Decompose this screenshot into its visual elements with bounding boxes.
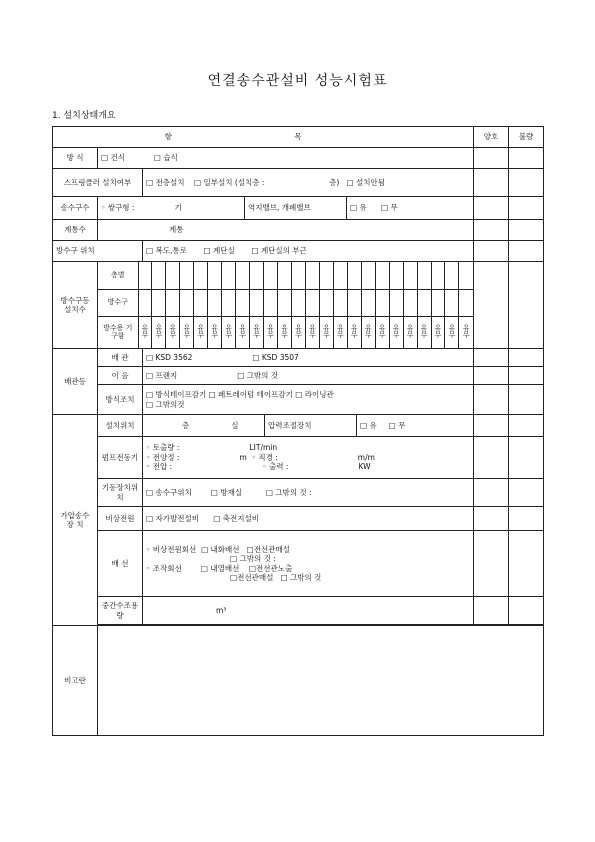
floor-cell[interactable]	[319, 262, 333, 289]
hose-cabinet-cell[interactable]: 유 무	[417, 316, 431, 348]
hose-cabinet-cell[interactable]: 유 무	[361, 316, 375, 348]
hose-cabinet-cell[interactable]: 유 무	[208, 316, 222, 348]
inlet-content: ◦ 쌍구형 : 기 역지밸브, 개폐밸브 □ 유 □ 무	[98, 197, 474, 220]
hose-cabinet-cell[interactable]: 유 무	[291, 316, 305, 348]
checkbox-wet[interactable]: □ 습식	[153, 153, 178, 163]
hose-cabinet-cell[interactable]: 유 무	[431, 316, 445, 348]
floor-cell[interactable]	[389, 262, 403, 289]
outlet-cell[interactable]	[250, 289, 264, 316]
checkbox-not-installed[interactable]: □ 설치안됨	[346, 177, 385, 187]
hose-cabinet-cell[interactable]: 유 무	[166, 316, 180, 348]
joint-label: 이 음	[98, 367, 143, 385]
hose-cabinet-cell[interactable]: 유 무	[264, 316, 278, 348]
hose-cabinet-cell[interactable]: 유 무	[375, 316, 389, 348]
checkbox-valve-no[interactable]: □ 무	[381, 203, 398, 213]
floor-cell[interactable]	[305, 262, 319, 289]
floor-cell[interactable]	[138, 262, 152, 289]
outlet-cell[interactable]	[389, 289, 403, 316]
hose-cabinet-cell[interactable]: 유 무	[222, 316, 236, 348]
hose-cabinet-cell[interactable]: 유 무	[194, 316, 208, 348]
floor-cell[interactable]	[417, 262, 431, 289]
floor-cell[interactable]	[459, 262, 473, 289]
floor-cell[interactable]	[403, 262, 417, 289]
wiring-options: ◦ 비상전원회선 □ 내화배선 □전선관매설 □ 그밖의 것 : ◦ 조작회선 □ 내열배선 □전선관노출 □전선관매설 □ 그밖의 것	[143, 531, 474, 597]
sprinkler-options: □ 전층설치 □ 일부설치 (설치층 : 층) □ 설치안됨	[143, 169, 474, 197]
floor-cell[interactable]	[375, 262, 389, 289]
checkbox-stairwell[interactable]: □ 계단실	[203, 246, 235, 256]
floor-cell[interactable]	[278, 262, 292, 289]
outlet-cell[interactable]	[208, 289, 222, 316]
emergency-power-label: 비상전원	[98, 507, 143, 531]
floor-cell[interactable]	[194, 262, 208, 289]
checkbox-corridor[interactable]: □ 복도,통로	[146, 246, 187, 256]
outlet-cell[interactable]	[375, 289, 389, 316]
outlet-cell[interactable]	[236, 289, 250, 316]
hose-cabinet-cell[interactable]: 유 무	[347, 316, 361, 348]
wiring-label: 배 선	[98, 531, 143, 597]
checkbox-all-floors[interactable]: □ 전층설치	[146, 177, 185, 187]
checkbox-pressure-yes[interactable]: □ 유	[360, 420, 377, 430]
outlet-cell[interactable]	[138, 289, 152, 316]
piping-label: 배관등	[53, 349, 98, 415]
outlet-count-label: 방수구등 설치수	[53, 262, 98, 349]
outlet-cell[interactable]	[403, 289, 417, 316]
outlet-position-label: 방수구 위치	[53, 241, 143, 262]
pump-specs: ◦ 토출량 : LIT/min ◦ 전양정 : m ◦ 직경 : m/m ◦ 전압 : ◦ 출력 : KW	[143, 437, 474, 479]
hose-cabinet-cell[interactable]: 유 무	[319, 316, 333, 348]
hose-cabinet-cell[interactable]: 유 무	[403, 316, 417, 348]
floor-cell[interactable]	[180, 262, 194, 289]
checkbox-generator[interactable]: □ 자가발전설비	[146, 513, 199, 523]
hose-cabinet-cell[interactable]: 유 무	[389, 316, 403, 348]
page-title: 연결송수관설비 성능시험표	[207, 73, 388, 89]
section-heading: 1. 설치상태개요	[52, 111, 116, 121]
outlet-cell[interactable]	[361, 289, 375, 316]
hose-cabinet-cell[interactable]: 유 무	[152, 316, 166, 348]
hose-cabinet-cell[interactable]: 유 무	[333, 316, 347, 348]
checkbox-start-inlet[interactable]: □ 송수구위치	[146, 487, 192, 497]
floor-cell[interactable]	[250, 262, 264, 289]
inspection-table: 항 목 양호 불량 방 식 □ 건식 □ 습식 스프링클러 설치여부 □ 전층설치 □ 일부설치 (설치층 : 층) □ 설치안됨 송수구수 ◦ 쌍구형 : 기 역지밸브, 개폐밸브 □ 유 □ 무 계통수 계통 방수구 위치 □ 복도,통로 □ 계단실 □ 계단실의 부근 방수구등 설치수 층별 방수구 방수용 기구함 유 무 유 무 유 무 유 무 유 무 유 무 유 무 유 무 유 무 유 무 유 무 유 무 유 무 유 무 유 무 유 무 유 무 유 무 유 무 유 무 유 무 유 무 유 무 유 무 배관등 배 관 □ KSD 3562 □ KSD 3507 이 음 □ 프랜지 □ 그밖의 것 방식조치 □ 방식테이프감기 □ 페트레이텀 테이프감기 □ 라이닝관 □ 그밖의것 가압송수 장 치 설치위치 층 실 압력조절장치 □ 유 □ 무 펌프전동기 ◦ 토출량 : LIT/min ◦ 전양정 : m ◦ 직경 : m/m ◦ 전압 : ◦ 출력 : KW 기동장치위치 □ 송수구위치 □ 방재실 □ 그밖의 것 : 비상전원 □ 자가발전설비 □ 축전지설비 배 선 ◦ 비상전원회선 □ 내화배선 □전선관매설 □ 그밖의 것 : ◦ 조작회선 □ 내열배선 □전선관노출 □전선관매설 □ 그밖의 것 중간수조용량 m³ 비고란	[52, 126, 544, 736]
header-item: 항 목	[53, 127, 474, 148]
outlet-cell[interactable]	[222, 289, 236, 316]
outlet-cell[interactable]	[166, 289, 180, 316]
hose-cabinet-cell[interactable]: 유 무	[180, 316, 194, 348]
outlet-cell[interactable]	[417, 289, 431, 316]
checkbox-start-other[interactable]: □ 그밖의 것 :	[265, 487, 312, 497]
outlet-cell[interactable]	[152, 289, 166, 316]
floor-cell[interactable]	[222, 262, 236, 289]
system-label: 계통수	[53, 220, 98, 241]
hose-cabinet-cell[interactable]: 유 무	[459, 316, 473, 348]
anticorrosion-label: 방식조치	[98, 385, 143, 415]
outlet-cell[interactable]	[194, 289, 208, 316]
outlet-position-options	[143, 241, 474, 262]
install-position-label: 설치위치	[98, 415, 143, 437]
method-options	[98, 148, 474, 169]
hose-cabinet-cell[interactable]: 유 무	[278, 316, 292, 348]
booster-label: 가압송수 장 치	[53, 415, 98, 626]
outlet-cell[interactable]	[431, 289, 445, 316]
outlet-cell[interactable]	[278, 289, 292, 316]
outlet-cell[interactable]	[347, 289, 361, 316]
checkbox-dry[interactable]: □ 건식	[101, 153, 125, 163]
pump-label: 펌프전동기	[98, 437, 143, 479]
checkbox-near-stairwell[interactable]: □ 계단실의 부근	[251, 246, 307, 256]
checkbox-ksd3507[interactable]: □ KSD 3507	[252, 352, 299, 362]
floor-cell[interactable]	[208, 262, 222, 289]
hose-cabinet-cell[interactable]: 유 무	[305, 316, 319, 348]
system-count: 계통	[98, 220, 474, 241]
checkbox-ksd3562[interactable]: □ KSD 3562	[146, 352, 193, 362]
floor-cell[interactable]	[152, 262, 166, 289]
outlet-cell[interactable]	[319, 289, 333, 316]
anticorrosion-options[interactable]: □ 방식테이프감기 □ 페트레이텀 테이프감기 □ 라이닝관	[146, 390, 334, 400]
outlet-cell[interactable]	[180, 289, 194, 316]
hose-cabinet-cell[interactable]: 유 무	[236, 316, 250, 348]
floor-cell[interactable]	[264, 262, 278, 289]
floor-cell[interactable]	[236, 262, 250, 289]
hose-cabinet-cell[interactable]: 유 무	[138, 316, 152, 348]
floor-cell[interactable]	[333, 262, 347, 289]
tank-capacity-label: 중간수조용량	[98, 597, 143, 625]
floor-cell[interactable]	[347, 262, 361, 289]
checkbox-battery[interactable]: □ 축전지설비	[213, 513, 259, 523]
floor-cell[interactable]	[291, 262, 305, 289]
inlet-label: 송수구수	[53, 197, 98, 220]
checkbox-valve-yes[interactable]: □ 유	[350, 203, 367, 213]
header-bad: 불량	[509, 127, 544, 148]
start-device-label: 기동장치위치	[98, 479, 143, 507]
hose-cabinet-cell[interactable]: 유 무	[445, 316, 459, 348]
outlet-cell[interactable]	[305, 289, 319, 316]
outlet-cell[interactable]	[445, 289, 459, 316]
checkbox-flange[interactable]: □ 프랜지	[146, 370, 178, 380]
outlet-cell[interactable]	[333, 289, 347, 316]
checkbox-some-floors[interactable]: □ 일부설치 (설치층 :	[194, 177, 265, 187]
floor-cell[interactable]	[166, 262, 180, 289]
floor-cell[interactable]	[445, 262, 459, 289]
outlet-cell[interactable]	[459, 289, 473, 316]
outlet-count-grid: 층별 방수구 방수용 기구함 유 무 유 무 유 무 유 무 유 무 유 무 유 무 유 무 유 무 유 무 유 무 유 무 유 무 유 무 유 무 유 무 유 무 유 무 유 무 유 무 유 무 유 무 유 무 유 무	[98, 262, 474, 349]
outlet-cell[interactable]	[264, 289, 278, 316]
hose-cabinet-cell[interactable]: 유 무	[250, 316, 264, 348]
pipe-label: 배 관	[98, 349, 143, 367]
checkbox-start-room[interactable]: □ 방재실	[210, 487, 242, 497]
floor-cell[interactable]	[431, 262, 445, 289]
header-good: 양호	[474, 127, 509, 148]
outlet-cell[interactable]	[291, 289, 305, 316]
method-label: 방 식	[53, 148, 98, 169]
floor-cell[interactable]	[361, 262, 375, 289]
sprinkler-label: 스프링클러 설치여부	[53, 169, 143, 197]
remarks-label: 비고란	[53, 626, 98, 736]
checkbox-pressure-no[interactable]: □ 무	[388, 420, 406, 430]
checkbox-joint-other[interactable]: □ 그밖의 것	[237, 370, 279, 380]
remarks-field[interactable]	[98, 626, 544, 736]
